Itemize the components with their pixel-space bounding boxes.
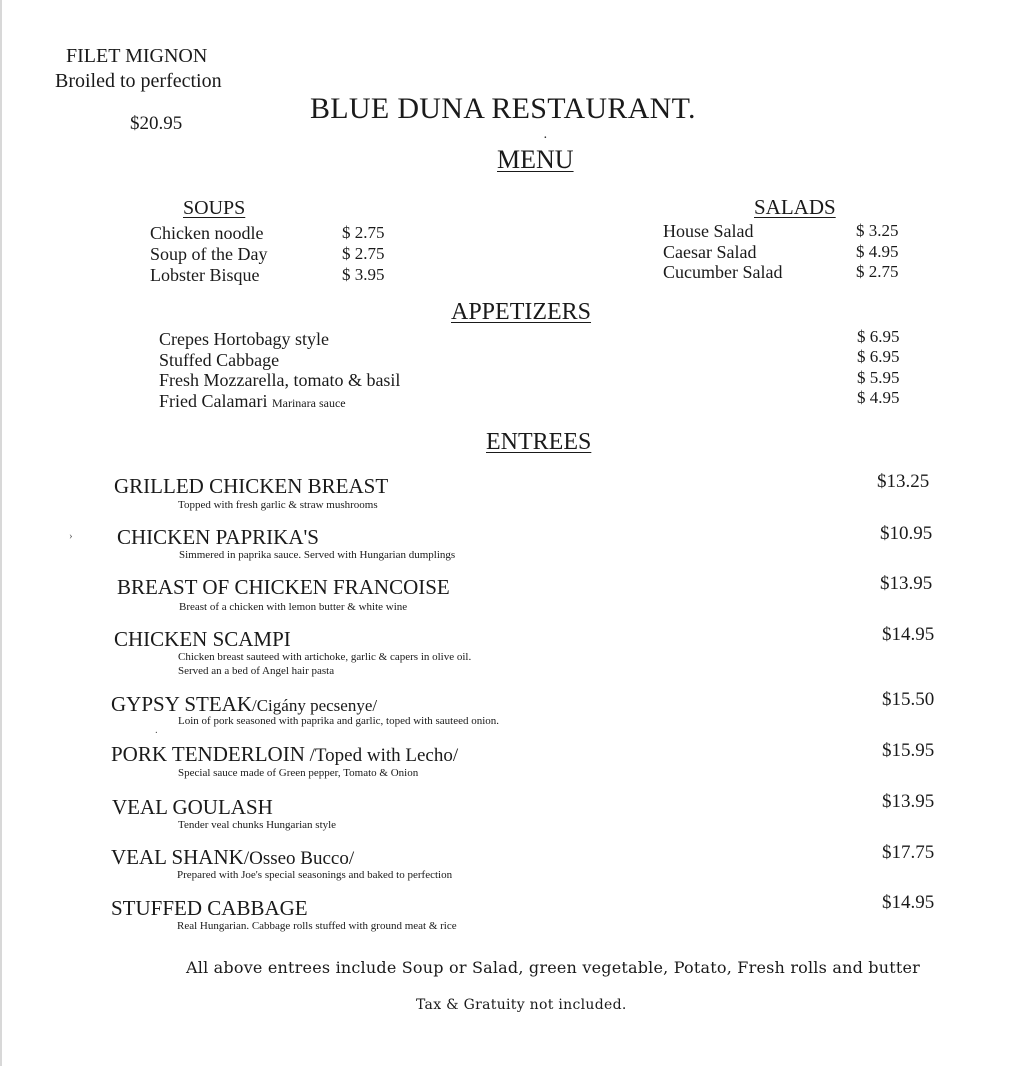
entree-name-main: PORK TENDERLOIN xyxy=(111,742,305,766)
entrees-footnote: All above entrees include Soup or Salad, green vegetable, Potato, Fresh rolls and butter xyxy=(186,958,921,977)
featured-description: Broiled to perfection xyxy=(55,70,222,92)
entree-name-sub: /Osseo Bucco/ xyxy=(243,848,355,869)
entree-price: $13.95 xyxy=(880,573,933,594)
entree-name: STUFFED CABBAGE xyxy=(111,896,308,920)
featured-price: $20.95 xyxy=(130,113,183,134)
entree-name-main: GYPSY STEAK xyxy=(111,692,252,716)
entree-price: $13.25 xyxy=(877,471,930,492)
entree-price: $17.75 xyxy=(882,842,935,863)
soups-heading: SOUPS xyxy=(183,197,246,219)
soup-item-price: $ 2.75 xyxy=(342,223,385,242)
appetizer-item-price: $ 6.95 xyxy=(857,327,900,346)
featured-name: FILET MIGNON xyxy=(66,45,208,67)
appetizer-item-name: Stuffed Cabbage xyxy=(159,350,280,370)
salad-item-price: $ 3.25 xyxy=(856,221,899,240)
soup-item-name: Soup of the Day xyxy=(150,244,268,264)
entree-name: CHICKEN SCAMPI xyxy=(114,627,291,651)
appetizer-item-name xyxy=(159,391,346,412)
entree-name-sub: /Toped with Lecho/ xyxy=(304,745,459,766)
entree-name xyxy=(111,742,458,767)
appetizer-item-price: $ 4.95 xyxy=(857,388,900,407)
salad-item-name: House Salad xyxy=(663,221,754,241)
entree-price: $15.95 xyxy=(882,740,935,761)
appetizer-item-price: $ 5.95 xyxy=(857,368,900,387)
appetizer-item-note: Marinara sauce xyxy=(271,396,346,410)
appetizer-item-name: Crepes Hortobagy style xyxy=(159,329,329,349)
entree-description-line2: Served an a bed of Angel hair pasta xyxy=(178,665,335,677)
entree-name: VEAL GOULASH xyxy=(112,795,273,819)
stray-dot: · xyxy=(543,131,548,146)
soup-item-price: $ 2.75 xyxy=(342,244,385,263)
entree-name-sub: /Cigány pecsenye/ xyxy=(252,696,378,715)
entree-price: $13.95 xyxy=(882,791,935,812)
entree-description: Topped with fresh garlic & straw mushrooms xyxy=(178,499,378,511)
salad-item-price: $ 4.95 xyxy=(856,242,899,261)
soup-item-name: Chicken noodle xyxy=(150,223,264,243)
entree-description: Real Hungarian. Cabbage rolls stuffed with ground meat & rice xyxy=(177,920,457,932)
entree-name-main: VEAL SHANK xyxy=(111,845,244,869)
entree-name: GRILLED CHICKEN BREAST xyxy=(114,474,389,498)
tax-footnote: Tax & Gratuity not included. xyxy=(416,997,627,1013)
entree-description: Chicken breast sauteed with artichoke, garlic & capers in olive oil. xyxy=(178,651,472,663)
appetizer-item-name: Fresh Mozzarella, tomato & basil xyxy=(159,370,401,390)
entree-price: $10.95 xyxy=(880,523,933,544)
salad-item-name: Cucumber Salad xyxy=(663,262,783,282)
entrees-heading: ENTREES xyxy=(486,429,592,455)
appetizer-item-price: $ 6.95 xyxy=(857,347,900,366)
entree-name xyxy=(111,845,354,870)
entree-description: Loin of pork seasoned with paprika and garlic, toped with sauteed onion. xyxy=(178,715,500,727)
entree-description: Special sauce made of Green pepper, Tomato & Onion xyxy=(178,767,419,779)
restaurant-title: BLUE DUNA RESTAURANT. xyxy=(310,92,696,125)
entree-price: $14.95 xyxy=(882,892,935,913)
appetizers-heading: APPETIZERS xyxy=(451,299,592,325)
entree-price: $15.50 xyxy=(882,689,935,710)
soup-item-name: Lobster Bisque xyxy=(150,265,260,285)
menu-heading: MENU xyxy=(497,145,574,174)
salad-item-price: $ 2.75 xyxy=(856,262,899,281)
stray-mark: › xyxy=(69,530,73,542)
entree-description: Breast of a chicken with lemon butter & white wine xyxy=(179,601,408,613)
salads-heading: SALADS xyxy=(754,195,836,219)
salad-item-name: Caesar Salad xyxy=(663,242,757,262)
entree-name: CHICKEN PAPRIKA'S xyxy=(117,525,319,549)
stray-mark: . xyxy=(155,724,158,736)
entree-price: $14.95 xyxy=(882,624,935,645)
entree-description: Prepared with Joe's special seasonings and baked to perfection xyxy=(177,869,453,881)
soup-item-price: $ 3.95 xyxy=(342,265,385,284)
entree-description: Simmered in paprika sauce. Served with Hungarian dumplings xyxy=(179,549,456,561)
entree-name: BREAST OF CHICKEN FRANCOISE xyxy=(117,575,450,599)
scan-edge xyxy=(0,0,2,1066)
entree-description: Tender veal chunks Hungarian style xyxy=(178,819,337,831)
appetizer-item-name-main: Fried Calamari xyxy=(159,391,268,411)
